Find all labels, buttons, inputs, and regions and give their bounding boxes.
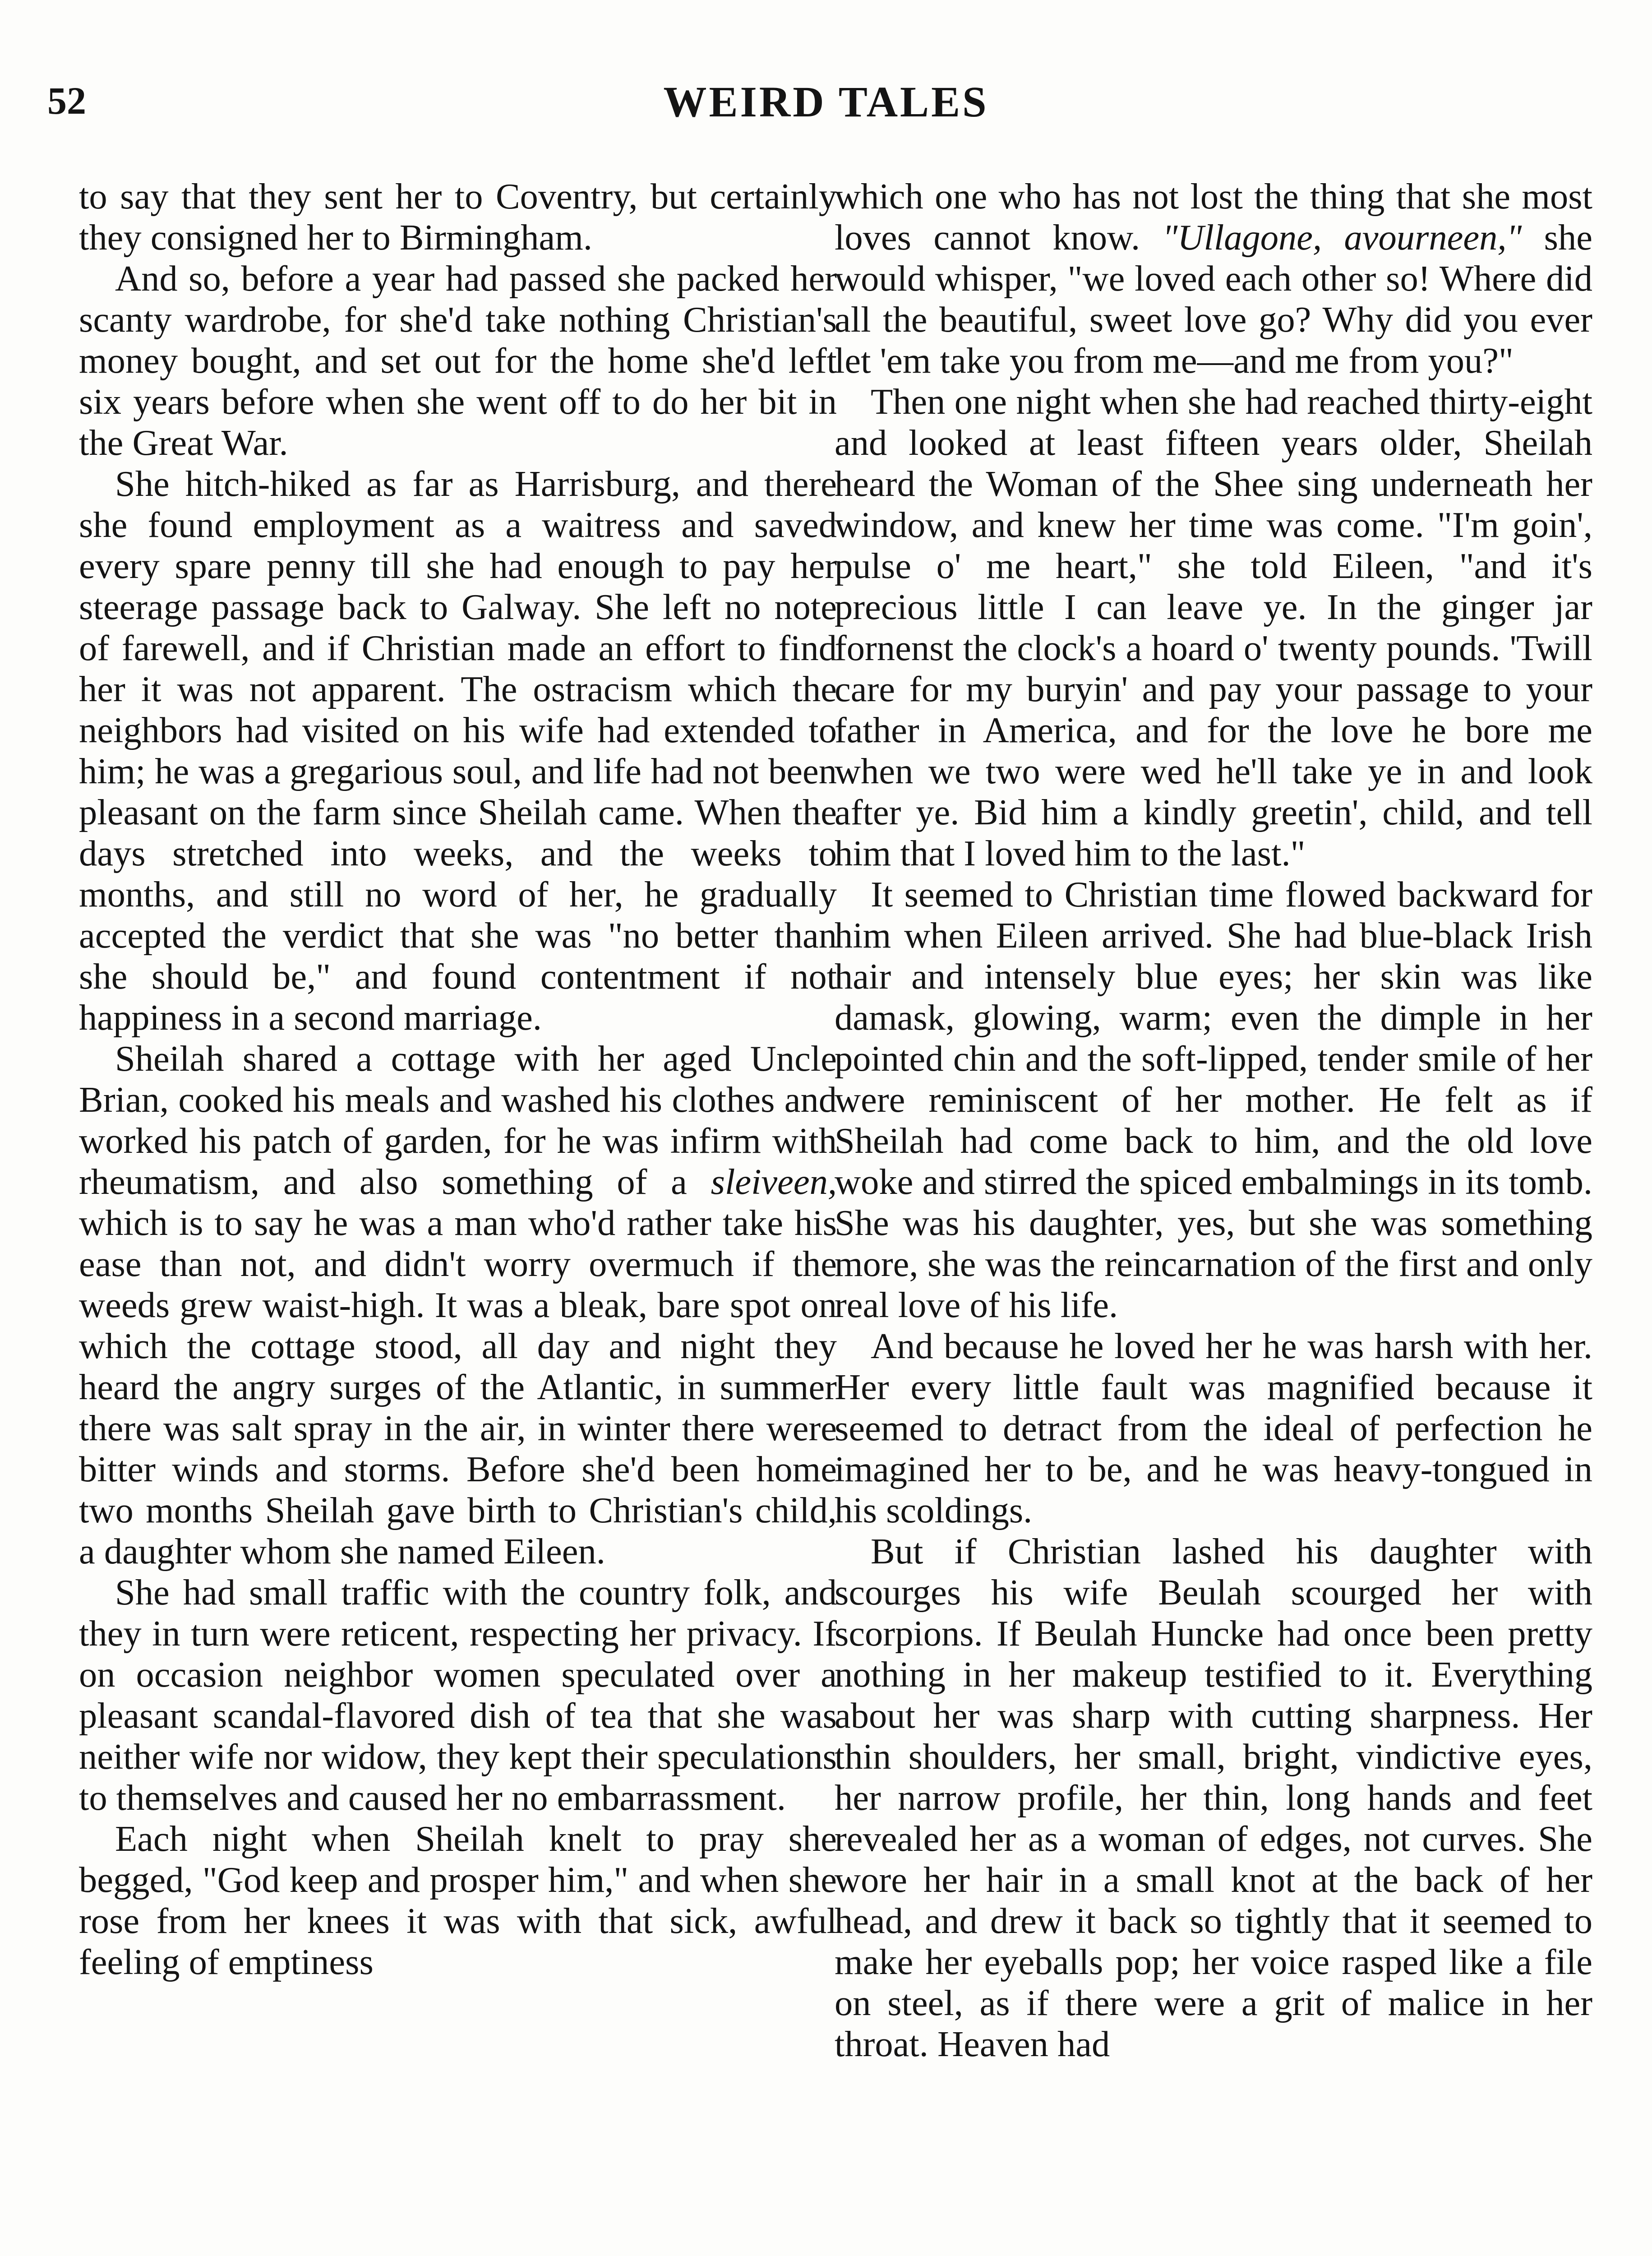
italic-phrase: "Ullagone, avourneen," — [1162, 217, 1522, 258]
paragraph: It seemed to Christian time flowed backward for him when Eileen arrived. She had blue-black Irish hair and intensely blue eyes; her skin was like damask, glowing, warm; even the dimple in her pointed chin and the soft-lipped, tender smile of her were reminiscent of her mother. He felt as if Sheilah had come back to him, and the old love woke and stirred the spiced embalmings in its tomb. She was his daughter, yes, but she was something more, she was the reincarnation of the first and only real love of his life. — [835, 874, 1592, 1325]
paragraph: to say that they sent her to Coventry, but certainly they consigned her to Birmingham. — [79, 176, 837, 258]
paragraph: Each night when Sheilah knelt to pray she begged, "God keep and prosper him," and when she rose from her knees it was with that sick, awful feeling of emptiness — [79, 1819, 837, 1982]
text-run: Sheilah shared a cottage with her aged Uncle Brian, cooked his meals and washed his clothes and worked his patch of garden, for he was infirm with rheumatism, and also something of a — [79, 1039, 837, 1202]
left-column — [79, 176, 837, 1983]
paragraph: But if Christian lashed his daughter with scourges his wife Beulah scourged her with scorpions. If Beulah Huncke had once been pretty nothing in her makeup testified to it. Everything about her was sharp with cutting sharpness. Her thin shoulders, her small, bright, vindictive eyes, her narrow profile, her thin, long hands and feet revealed her as a woman of edges, not curves. She wore her hair in a small knot at the back of her head, and drew it back so tightly that it seemed to make her eyeballs pop; her voice rasped like a file on steel, as if there were a grit of malice in her throat. Heaven had — [835, 1531, 1592, 2064]
running-title: WEIRD TALES — [663, 78, 989, 126]
italic-word: sleiveen, — [711, 1162, 837, 1202]
right-column — [835, 176, 1592, 2065]
paragraph: And because he loved her he was harsh with her. Her every little fault was magnified because it seemed to detract from the ideal of perfection he imagined her to be, and he was heavy-tongued in his scoldings. — [835, 1326, 1592, 1530]
text-run: she would whisper, "we loved each other so! Where did all the beautiful, sweet love go? Why did you ever let 'em take you from me—and me from you?" — [835, 217, 1592, 381]
page-header — [0, 0, 1652, 144]
text-run: which is to say he was a man who'd rather take his ease than not, and didn't worry overmuch if the weeds grew waist-high. It was a bleak, bare spot on which the cottage stood, all day and night they heard the angry surges of the Atlantic, in summer there was salt spray in the air, in winter there were bitter winds and storms. Before she'd been home two months Sheilah gave birth to Christian's child, a daughter whom she named Eileen. — [79, 1203, 837, 1572]
text-run: which one who has not lost the thing that she most loves cannot know. — [835, 176, 1592, 258]
paragraph: She hitch-hiked as far as Harrisburg, and there she found employment as a waitress and saved every spare penny till she had enough to pay her steerage passage back to Galway. She left no note of farewell, and if Christian made an effort to find her it was not apparent. The ostracism which the neighbors had visited on his wife had extended to him; he was a gregarious soul, and life had not been pleasant on the farm since Sheilah came. When the days stretched into weeks, and the weeks to months, and still no word of her, he gradually accepted the verdict that she was "no better than she should be," and found contentment if not happiness in a second marriage. — [79, 464, 837, 1038]
paragraph — [79, 1038, 837, 1572]
paragraph: She had small traffic with the country folk, and they in turn were reticent, respecting her privacy. If on occasion neighbor women speculated over a pleasant scandal-flavored dish of tea that she was neither wife nor widow, they kept their speculations to themselves and caused her no embarrassment. — [79, 1572, 837, 1818]
paragraph — [835, 176, 1592, 381]
page-number: 52 — [47, 79, 86, 122]
paragraph: And so, before a year had passed she packed her scanty wardrobe, for she'd take nothing Christian's money bought, and set out for the home she'd left six years before when she went off to do her bit in the Great War. — [79, 259, 837, 463]
paragraph: Then one night when she had reached thirty-eight and looked at least fifteen years older, Sheilah heard the Woman of the Shee sing underneath her window, and knew her time was come. "I'm goin', pulse o' me heart," she told Eileen, "and it's precious little I can leave ye. In the ginger jar fornenst the clock's a hoard o' twenty pounds. 'Twill care for my buryin' and pay your passage to your father in America, and for the love he bore me when we two were wed he'll take ye in and look after ye. Bid him a kindly greetin', child, and tell him that I loved him to the last." — [835, 382, 1592, 874]
